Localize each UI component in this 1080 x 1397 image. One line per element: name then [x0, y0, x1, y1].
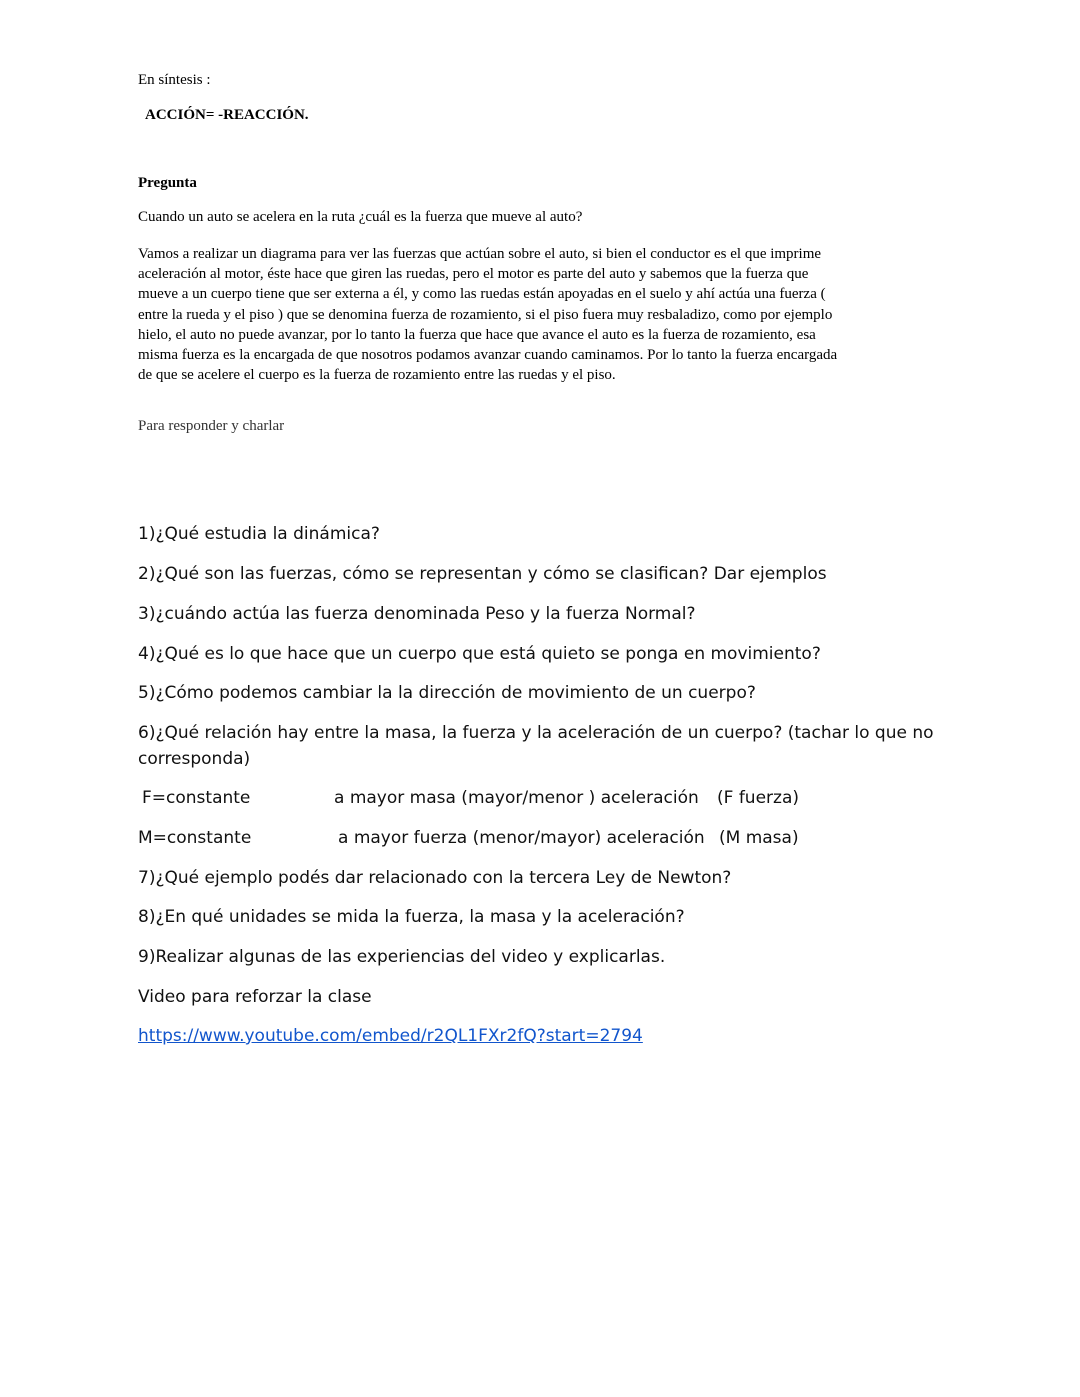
- answer-paragraph: [138, 244, 938, 385]
- question-4: 4)¿Qué es lo que hace que un cuerpo que está quieto se ponga en movimiento?: [138, 644, 821, 664]
- answer-line: mueve a un cuerpo tiene que ser externa a él, y como las ruedas están apoyadas en el suelo y ahí actúa una fuerza (: [138, 286, 826, 303]
- question-3: 3)¿cuándo actúa las fuerza denominada Peso y la fuerza Normal?: [138, 604, 696, 624]
- question-7: 7)¿Qué ejemplo podés dar relacionado con la tercera Ley de Newton?: [138, 868, 732, 888]
- question-2: 2)¿Qué son las fuerzas, cómo se representan y cómo se clasifican? Dar ejemplos: [138, 564, 827, 584]
- answer-line: entre la rueda y el piso ) que se denomina fuerza de rozamiento, si el piso fuera muy resbaladizo, como por ejemplo: [138, 306, 833, 323]
- relation-2-statement: a mayor fuerza (menor/mayor) aceleración: [338, 828, 705, 848]
- video-label: Video para reforzar la clase: [138, 987, 372, 1007]
- question-6-line-1: 6)¿Qué relación hay entre la masa, la fuerza y la aceleración de un cuerpo? (tachar lo que no: [138, 723, 934, 743]
- question-9: 9)Realizar algunas de las experiencias del video y explicarlas.: [138, 947, 666, 967]
- relation-2-condition: M=constante: [138, 828, 252, 848]
- question-1: 1)¿Qué estudia la dinámica?: [138, 524, 380, 544]
- answer-line: hielo, el auto no puede avanzar, por lo tanto la fuerza que hace que avance el auto es la fuerza de rozamiento, esa: [138, 326, 816, 343]
- question-8: 8)¿En qué unidades se mida la fuerza, la masa y la aceleración?: [138, 907, 685, 927]
- discussion-heading: Para responder y charlar: [138, 418, 285, 434]
- question-title: Pregunta: [138, 175, 197, 191]
- answer-line: de que se acelere el cuerpo es la fuerza de rozamiento entre las ruedas y el piso.: [138, 367, 616, 384]
- summary-intro: En síntesis :: [138, 72, 211, 88]
- relation-2-note: (M masa): [719, 828, 799, 848]
- action-reaction-law: ACCIÓN= -REACCIÓN.: [145, 107, 309, 123]
- question-5: 5)¿Cómo podemos cambiar la la dirección de movimiento de un cuerpo?: [138, 683, 756, 703]
- question-6-line-2: corresponda): [138, 749, 251, 769]
- question-text: Cuando un auto se acelera en la ruta ¿cuál es la fuerza que mueve al auto?: [138, 209, 583, 225]
- relation-1-condition: F=constante: [142, 788, 251, 808]
- answer-line: misma fuerza es la encargada de que nosotros podamos avanzar cuando caminamos. Por lo tanto la fuerza encargada: [138, 347, 838, 364]
- video-link[interactable]: https://www.youtube.com/embed/r2QL1FXr2fQ?start=2794: [138, 1026, 643, 1046]
- answer-line: Vamos a realizar un diagrama para ver las fuerzas que actúan sobre el auto, si bien el conductor es el que imprime: [138, 246, 822, 262]
- relation-1-statement: a mayor masa (mayor/menor ) aceleración: [334, 788, 699, 808]
- relation-1-note: (F fuerza): [717, 788, 799, 808]
- answer-line: aceleración al motor, éste hace que giren las ruedas, pero el motor es parte del auto y sabemos que la fuerza que: [138, 266, 809, 283]
